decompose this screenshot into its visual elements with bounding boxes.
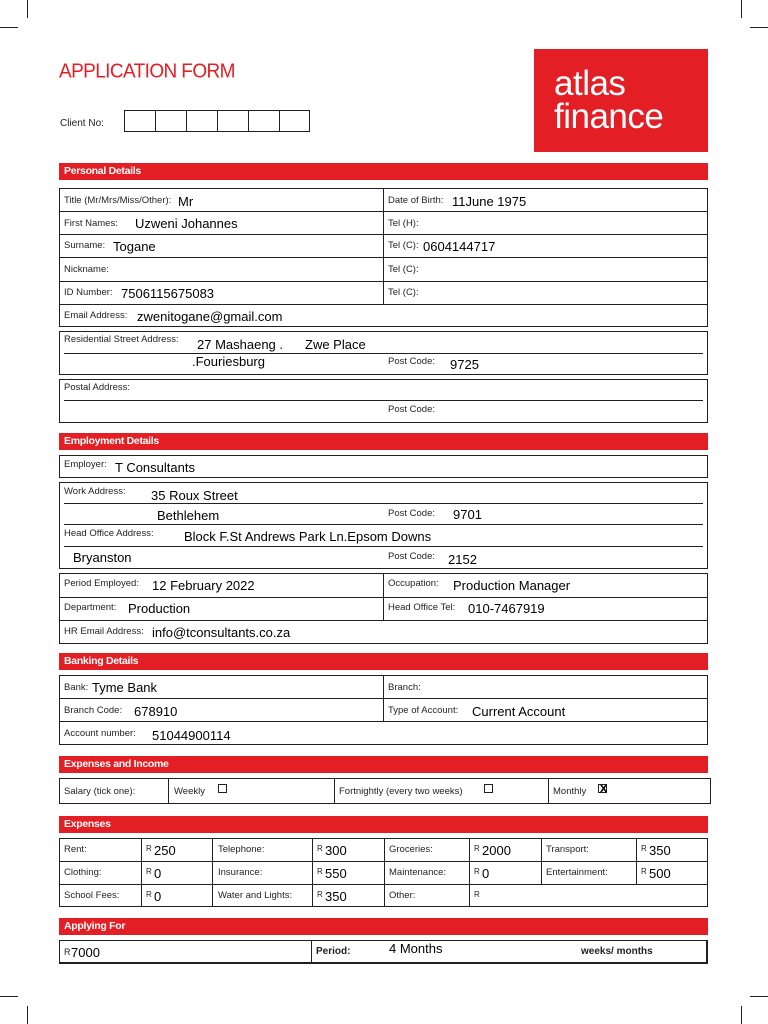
period-unit-label: weeks/ months bbox=[581, 946, 653, 957]
head-post-code-label: Post Code: bbox=[388, 551, 435, 562]
res-post-code-label: Post Code: bbox=[388, 356, 435, 367]
residential-address-line1b[interactable]: Zwe Place bbox=[305, 337, 366, 352]
first-names-label: First Names: bbox=[64, 218, 118, 229]
branch-code-label: Branch Code: bbox=[64, 705, 123, 716]
bank-field[interactable]: Tyme Bank bbox=[92, 680, 158, 695]
school-fees-label: School Fees: bbox=[64, 890, 120, 901]
amount-field[interactable]: 7000 bbox=[71, 945, 100, 960]
occupation-field[interactable]: Production Manager bbox=[453, 578, 571, 593]
section-applying-for: Applying For bbox=[59, 918, 708, 935]
hr-email-field[interactable]: info@tconsultants.co.za bbox=[152, 625, 291, 640]
crop-mark bbox=[0, 996, 18, 997]
head-office-tel-field[interactable]: 010-7467919 bbox=[468, 601, 545, 616]
residential-address-line1a[interactable]: 27 Mashaeng . bbox=[197, 337, 284, 352]
fortnightly-label: Fortnightly (every two weeks) bbox=[339, 786, 463, 797]
section-employment-details: Employment Details bbox=[59, 433, 708, 450]
first-names-field[interactable]: Uzweni Johannes bbox=[135, 216, 238, 231]
telephone-currency: R bbox=[317, 844, 323, 853]
period-field[interactable]: 4 Months bbox=[389, 941, 443, 956]
client-no-digit-1[interactable] bbox=[124, 110, 156, 132]
crop-mark bbox=[741, 0, 742, 18]
entertainment-currency: R bbox=[641, 867, 647, 876]
rent-currency: R bbox=[146, 844, 152, 853]
other-label: Other: bbox=[389, 890, 416, 901]
dob-label: Date of Birth: bbox=[388, 195, 444, 206]
entertainment-label: Entertainment: bbox=[546, 867, 608, 878]
groceries-label: Groceries: bbox=[389, 844, 433, 855]
nickname-label: Nickname: bbox=[64, 264, 109, 275]
maintenance-currency: R bbox=[474, 867, 480, 876]
head-office-address-line2[interactable]: Bryanston bbox=[73, 550, 132, 565]
id-number-field[interactable]: 7506115675083 bbox=[121, 286, 215, 301]
branch-code-field[interactable]: 678910 bbox=[134, 704, 178, 719]
id-number-label: ID Number: bbox=[64, 287, 113, 298]
res-post-code-field[interactable]: 9725 bbox=[450, 357, 479, 372]
rent-label: Rent: bbox=[64, 844, 87, 855]
telephone-label: Telephone: bbox=[218, 844, 265, 855]
form-title: APPLICATION FORM bbox=[59, 60, 235, 83]
head-office-address-line1[interactable]: Block F.St Andrews Park Ln.Epsom Downs bbox=[184, 529, 432, 544]
water-lights-currency: R bbox=[317, 890, 323, 899]
dob-field[interactable]: 11June 1975 bbox=[452, 194, 527, 209]
email-field[interactable]: zwenitogane@gmail.com bbox=[137, 309, 283, 324]
employer-label: Employer: bbox=[64, 459, 107, 470]
title-field[interactable]: Mr bbox=[178, 194, 194, 209]
crop-mark bbox=[741, 1006, 742, 1024]
postal-address-box bbox=[59, 379, 708, 423]
groceries-currency: R bbox=[474, 844, 480, 853]
salary-label: Salary (tick one): bbox=[64, 786, 136, 797]
section-expenses: Expenses bbox=[59, 816, 708, 833]
maintenance-label: Maintenance: bbox=[389, 867, 447, 878]
crop-mark bbox=[0, 27, 18, 28]
postal-post-code-label: Post Code: bbox=[388, 404, 435, 415]
water-lights-field[interactable]: 350 bbox=[325, 889, 347, 904]
client-no-digit-3[interactable] bbox=[186, 110, 218, 132]
tel-h-label: Tel (H): bbox=[388, 218, 419, 229]
account-type-label: Type of Account: bbox=[388, 705, 459, 716]
rent-field[interactable]: 250 bbox=[154, 843, 176, 858]
head-office-address-label: Head Office Address: bbox=[64, 528, 154, 539]
insurance-field[interactable]: 550 bbox=[325, 866, 347, 881]
maintenance-field[interactable]: 0 bbox=[482, 866, 490, 881]
postal-address-label: Postal Address: bbox=[64, 382, 131, 393]
period-label: Period: bbox=[316, 946, 351, 957]
transport-field[interactable]: 350 bbox=[649, 843, 671, 858]
department-field[interactable]: Production bbox=[128, 601, 191, 616]
department-label: Department: bbox=[64, 602, 117, 613]
work-post-code-label: Post Code: bbox=[388, 508, 435, 519]
water-lights-label: Water and Lights: bbox=[218, 890, 293, 901]
work-post-code-field[interactable]: 9701 bbox=[453, 507, 482, 522]
clothing-field[interactable]: 0 bbox=[154, 866, 162, 881]
tel-c-label: Tel (C): bbox=[388, 240, 419, 251]
transport-currency: R bbox=[641, 844, 647, 853]
insurance-currency: R bbox=[317, 867, 323, 876]
tel-c2-label: Tel (C): bbox=[388, 264, 419, 275]
hr-email-label: HR Email Address: bbox=[64, 626, 144, 637]
crop-mark bbox=[27, 0, 28, 18]
email-label: Email Address: bbox=[64, 310, 128, 321]
work-address-label: Work Address: bbox=[64, 486, 126, 497]
period-employed-label: Period Employed: bbox=[64, 578, 139, 589]
groceries-field[interactable]: 2000 bbox=[482, 843, 511, 858]
work-address-line1[interactable]: 35 Roux Street bbox=[151, 488, 238, 503]
weekly-checkbox[interactable] bbox=[218, 784, 227, 793]
surname-label: Surname: bbox=[64, 240, 106, 251]
school-fees-field[interactable]: 0 bbox=[154, 889, 162, 904]
tel-c3-label: Tel (C): bbox=[388, 287, 419, 298]
client-no-digit-4[interactable] bbox=[217, 110, 249, 132]
account-number-label: Account number: bbox=[64, 728, 136, 739]
clothing-label: Clothing: bbox=[64, 867, 102, 878]
head-office-tel-label: Head Office Tel: bbox=[388, 602, 456, 613]
residential-address-label: Residential Street Address: bbox=[64, 334, 179, 345]
section-banking-details: Banking Details bbox=[59, 653, 708, 670]
telephone-field[interactable]: 300 bbox=[325, 843, 347, 858]
school-fees-currency: R bbox=[146, 890, 152, 899]
section-personal-details: Personal Details bbox=[59, 163, 708, 180]
title-label: Title (Mr/Mrs/Miss/Other): bbox=[64, 195, 172, 206]
insurance-label: Insurance: bbox=[218, 867, 263, 878]
clothing-currency: R bbox=[146, 867, 152, 876]
crop-mark bbox=[27, 1006, 28, 1024]
employer-field[interactable]: T Consultants bbox=[115, 460, 195, 475]
entertainment-field[interactable]: 500 bbox=[649, 866, 671, 881]
section-expenses-income: Expenses and Income bbox=[59, 756, 708, 773]
client-no-digit-5[interactable] bbox=[248, 110, 280, 132]
monthly-check-mark: x bbox=[600, 780, 608, 795]
client-no-digit-6[interactable] bbox=[279, 110, 310, 132]
client-no-label: Client No: bbox=[60, 118, 104, 129]
other-currency: R bbox=[474, 890, 480, 899]
account-type-field[interactable]: Current Account bbox=[472, 704, 566, 719]
bank-label: Bank: bbox=[64, 682, 89, 693]
occupation-label: Occupation: bbox=[388, 578, 439, 589]
tel-c-field[interactable]: 0604144717 bbox=[423, 239, 496, 254]
work-address-line2[interactable]: Bethlehem bbox=[157, 508, 220, 523]
monthly-label: Monthly bbox=[553, 786, 587, 797]
logo-line-2: finance bbox=[554, 97, 664, 136]
branch-label: Branch: bbox=[388, 682, 421, 693]
account-number-field[interactable]: 51044900114 bbox=[152, 728, 231, 743]
crop-mark bbox=[750, 27, 768, 28]
atlas-finance-logo bbox=[534, 49, 708, 152]
transport-label: Transport: bbox=[546, 844, 589, 855]
fortnightly-checkbox[interactable] bbox=[484, 784, 493, 793]
client-no-digit-2[interactable] bbox=[155, 110, 187, 132]
weekly-label: Weekly bbox=[174, 786, 205, 797]
amount-currency: R bbox=[64, 947, 71, 957]
period-employed-field[interactable]: 12 February 2022 bbox=[152, 578, 255, 593]
logo-line-1: atlas bbox=[554, 64, 626, 103]
residential-address-line2[interactable]: .Fouriesburg bbox=[192, 354, 265, 369]
surname-field[interactable]: Togane bbox=[113, 239, 156, 254]
crop-mark bbox=[750, 996, 768, 997]
head-post-code-field[interactable]: 2152 bbox=[448, 552, 477, 567]
